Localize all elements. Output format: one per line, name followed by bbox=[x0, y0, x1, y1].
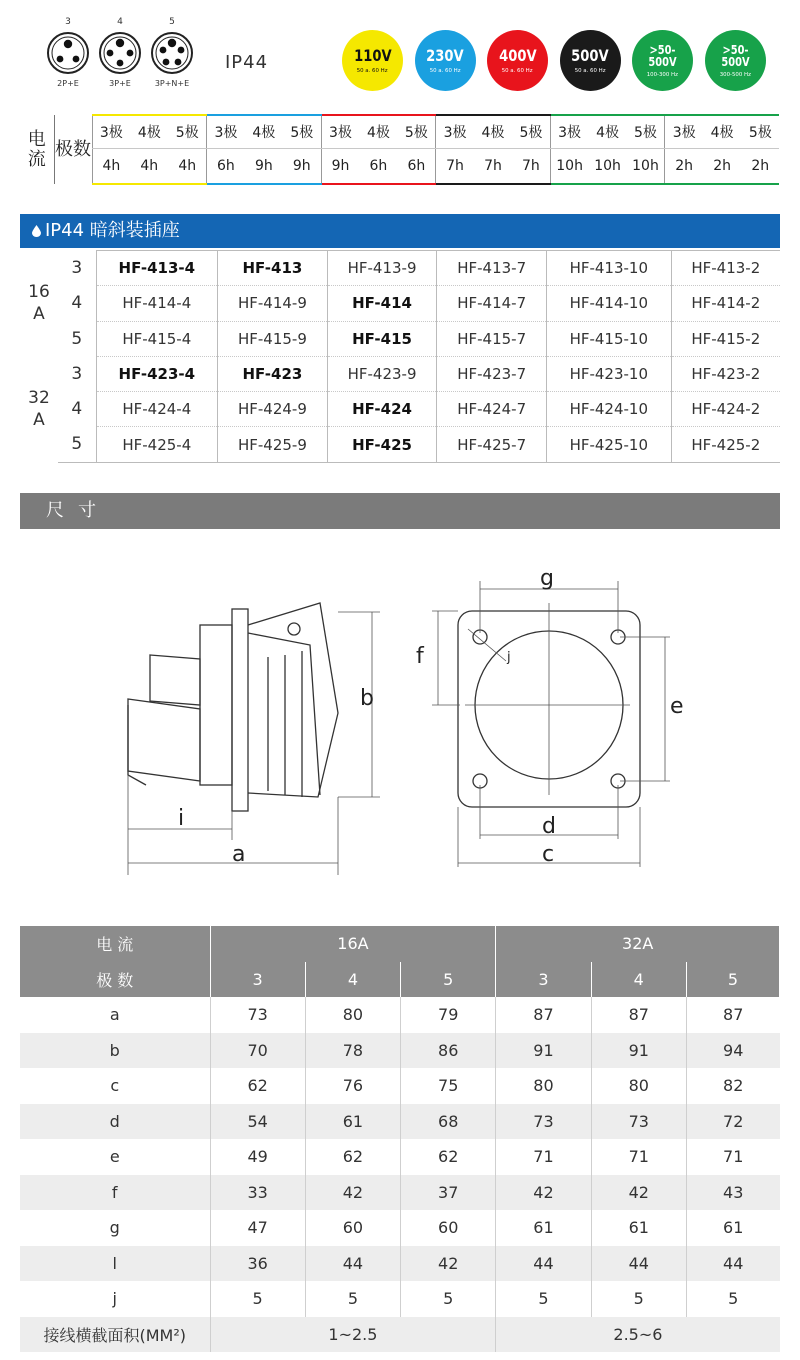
pole-cell: 5极 bbox=[512, 115, 550, 148]
dim-label-d: d bbox=[542, 814, 556, 839]
dim-row bbox=[20, 1033, 780, 1069]
dim-header-pole-value: 5 bbox=[686, 962, 779, 998]
voltage-label: >50-500V bbox=[720, 42, 750, 69]
dim-header-poles bbox=[20, 962, 780, 998]
hour-cell: 10h bbox=[588, 148, 626, 184]
dim-value-cell: 68 bbox=[401, 1104, 496, 1140]
hour-cell: 7h bbox=[474, 148, 512, 184]
frequency-label: 50 a. 60 Hz bbox=[429, 66, 461, 74]
dim-value-cell: 60 bbox=[401, 1210, 496, 1246]
voltage-label: 110V bbox=[353, 45, 392, 65]
dim-row bbox=[20, 1175, 780, 1211]
dim-header-current-value: 32A bbox=[496, 926, 780, 962]
dim-value-cell: 82 bbox=[686, 1068, 779, 1104]
hour-cell: 9h bbox=[245, 148, 283, 184]
dim-value-cell: 87 bbox=[496, 997, 591, 1033]
model-code-cell: HF-413-10 bbox=[546, 251, 671, 286]
dim-row-label: f bbox=[20, 1175, 210, 1211]
model-code-cell: HF-423 bbox=[218, 356, 328, 391]
dim-value-cell: 62 bbox=[210, 1068, 305, 1104]
dim-row-label: a bbox=[109, 1005, 120, 1025]
voltage-label: 230V bbox=[426, 45, 464, 65]
dim-row bbox=[20, 1246, 780, 1282]
model-code-cell: HF-425-10 bbox=[546, 427, 671, 462]
model-row bbox=[20, 356, 780, 391]
model-code-cell: HF-423-10 bbox=[546, 356, 671, 391]
section-title: IP44 暗斜装插座 bbox=[45, 220, 180, 241]
dim-value-cell: 71 bbox=[591, 1139, 686, 1175]
model-code-cell: HF-423-4 bbox=[96, 356, 218, 391]
model-code-cell: HF-425-2 bbox=[671, 427, 780, 462]
pole-cell: 3极 bbox=[92, 115, 130, 148]
hour-cell: 6h bbox=[359, 148, 397, 184]
hour-cell: 10h bbox=[550, 148, 588, 184]
voltage-badge bbox=[342, 30, 403, 91]
dim-row-label: c bbox=[110, 1076, 120, 1096]
model-code-cell: HF-415-10 bbox=[546, 321, 671, 356]
model-table bbox=[20, 250, 780, 463]
poles-label: 极数 bbox=[55, 138, 91, 160]
voltage-badge bbox=[632, 30, 693, 91]
model-row bbox=[20, 427, 780, 462]
model-code-cell: HF-425-4 bbox=[96, 427, 218, 462]
pole-cell: 3极 bbox=[665, 115, 703, 148]
section-header-dimensions: 尺寸 bbox=[20, 493, 780, 529]
model-code-cell: HF-424-10 bbox=[546, 392, 671, 427]
hour-cell: 9h bbox=[321, 148, 359, 184]
model-code-cell: HF-415-4 bbox=[96, 321, 218, 356]
pole-cell: 3极 bbox=[436, 115, 474, 148]
voltage-label: 500V bbox=[571, 45, 609, 65]
dim-label-g: g bbox=[540, 566, 554, 591]
dim-value-cell: 78 bbox=[305, 1033, 400, 1069]
section-header-ip44 bbox=[20, 214, 780, 248]
pin-diagram-5 bbox=[142, 15, 202, 88]
dim-header-pole-value: 3 bbox=[496, 962, 591, 998]
dim-value-cell: 94 bbox=[686, 1033, 779, 1069]
dim-row-label: g bbox=[109, 1218, 120, 1238]
wire-size-label: 接线横截面积(MM²) bbox=[20, 1317, 210, 1353]
hour-cell: 4h bbox=[130, 148, 168, 184]
model-code-cell: HF-414 bbox=[327, 286, 437, 321]
dim-value-cell: 79 bbox=[401, 997, 496, 1033]
water-drop-icon bbox=[32, 225, 41, 237]
dim-label-i: i bbox=[178, 806, 185, 831]
hour-cell: 4h bbox=[92, 148, 130, 184]
model-code-cell: HF-413-2 bbox=[671, 251, 780, 286]
dim-value-cell: 73 bbox=[591, 1104, 686, 1140]
hour-cell: 10h bbox=[627, 148, 665, 184]
dim-value-cell: 87 bbox=[591, 997, 686, 1033]
pole-cell: 5极 bbox=[398, 115, 436, 148]
model-code-cell: HF-425-7 bbox=[437, 427, 547, 462]
frequency-label: 100-300 Hz bbox=[646, 70, 679, 78]
dim-value-cell: 61 bbox=[496, 1210, 591, 1246]
pole-cell: 5极 bbox=[741, 115, 779, 148]
model-row bbox=[20, 251, 780, 286]
wire-size-value: 1~2.5 bbox=[210, 1317, 496, 1353]
model-code-cell: HF-424 bbox=[327, 392, 437, 427]
dim-label-a: a bbox=[232, 842, 246, 867]
dim-value-cell: 71 bbox=[496, 1139, 591, 1175]
dim-value-cell: 80 bbox=[305, 997, 400, 1033]
model-code-cell: HF-414-10 bbox=[546, 286, 671, 321]
model-row bbox=[20, 286, 780, 321]
dim-value-cell: 5 bbox=[496, 1281, 591, 1317]
dim-value-cell: 42 bbox=[401, 1246, 496, 1282]
dim-value-cell: 91 bbox=[496, 1033, 591, 1069]
dim-value-cell: 5 bbox=[401, 1281, 496, 1317]
side-view-drawing bbox=[128, 603, 338, 811]
pole-cell: 3极 bbox=[321, 115, 359, 148]
dim-header-pole-value: 4 bbox=[591, 962, 686, 998]
pole-cell: 4极 bbox=[703, 115, 741, 148]
dim-row-label: b bbox=[20, 1033, 210, 1069]
voltage-label: 400V bbox=[498, 45, 537, 65]
dim-value-cell: 47 bbox=[210, 1210, 305, 1246]
dim-row-label: e bbox=[109, 1147, 120, 1167]
pin-caption: 3P+N+E bbox=[154, 79, 190, 88]
model-code-cell: HF-414-4 bbox=[96, 286, 218, 321]
model-code-cell: HF-424-2 bbox=[671, 392, 780, 427]
dim-label-b: b bbox=[360, 686, 374, 711]
voltage-badge bbox=[487, 30, 548, 91]
dim-value-cell: 5 bbox=[686, 1281, 779, 1317]
model-code-cell: HF-424-9 bbox=[218, 392, 328, 427]
dim-row bbox=[20, 1104, 780, 1140]
pole-cell: 4极 bbox=[245, 115, 283, 148]
voltage-badge bbox=[560, 30, 621, 91]
frequency-label: 50 a. 60 Hz bbox=[502, 66, 533, 74]
current-cell: 16 A bbox=[28, 282, 50, 325]
current-label: 电流 bbox=[20, 115, 54, 184]
model-code-cell: HF-413 bbox=[218, 251, 328, 286]
pin-diagram-3 bbox=[38, 15, 98, 88]
model-code-cell: HF-423-9 bbox=[327, 356, 437, 391]
model-code-cell: HF-414-7 bbox=[437, 286, 547, 321]
dim-value-cell: 62 bbox=[305, 1139, 400, 1175]
dim-value-cell: 37 bbox=[401, 1175, 496, 1211]
dim-label-j: j bbox=[507, 650, 511, 665]
socket-face-icon bbox=[150, 31, 194, 75]
ip-rating: IP44 bbox=[225, 52, 269, 73]
model-code-cell: HF-414-9 bbox=[218, 286, 328, 321]
model-code-cell: HF-423-2 bbox=[671, 356, 780, 391]
model-code-cell: HF-425-9 bbox=[218, 427, 328, 462]
dim-header-pole-value: 5 bbox=[401, 962, 496, 998]
model-code-cell: HF-415-2 bbox=[671, 321, 780, 356]
pole-count-cell: 3 bbox=[58, 251, 96, 286]
model-code-cell: HF-413-7 bbox=[437, 251, 547, 286]
dim-row bbox=[20, 1281, 780, 1317]
wire-size-value: 2.5~6 bbox=[496, 1317, 780, 1353]
pole-cell: 3极 bbox=[550, 115, 588, 148]
socket-face-icon bbox=[98, 31, 142, 75]
dim-value-cell: 5 bbox=[210, 1281, 305, 1317]
hour-cell: 7h bbox=[512, 148, 550, 184]
dim-value-cell: 86 bbox=[401, 1033, 496, 1069]
pin-number: 4 bbox=[117, 17, 123, 27]
dim-row bbox=[20, 997, 780, 1033]
dim-value-cell: 5 bbox=[591, 1281, 686, 1317]
model-row bbox=[20, 392, 780, 427]
model-code-cell: HF-413-9 bbox=[327, 251, 437, 286]
dim-value-cell: 42 bbox=[496, 1175, 591, 1211]
dimension-drawings bbox=[20, 545, 780, 885]
dim-row-label: j bbox=[112, 1289, 117, 1309]
dim-label-f: f bbox=[416, 644, 424, 669]
hour-cell: 7h bbox=[436, 148, 474, 184]
dim-row-label: d bbox=[20, 1104, 210, 1140]
hour-cell: 2h bbox=[665, 148, 703, 184]
dim-value-cell: 54 bbox=[210, 1104, 305, 1140]
dim-header-current-value: 16A bbox=[210, 926, 496, 962]
dim-value-cell: 87 bbox=[686, 997, 779, 1033]
socket-face-icon bbox=[46, 31, 90, 75]
pole-cell: 4极 bbox=[130, 115, 168, 148]
voltage-badge bbox=[415, 30, 476, 91]
dim-value-cell: 61 bbox=[686, 1210, 779, 1246]
dim-value-cell: 5 bbox=[305, 1281, 400, 1317]
dim-value-cell: 43 bbox=[686, 1175, 779, 1211]
pole-cell: 5极 bbox=[283, 115, 321, 148]
dim-value-cell: 91 bbox=[591, 1033, 686, 1069]
voltage-badge bbox=[705, 30, 766, 91]
hour-cell: 2h bbox=[703, 148, 741, 184]
dim-value-cell: 73 bbox=[496, 1104, 591, 1140]
dimension-table bbox=[20, 926, 780, 1352]
dim-value-cell: 44 bbox=[591, 1246, 686, 1282]
dim-value-cell: 44 bbox=[686, 1246, 779, 1282]
pole-cell: 5极 bbox=[627, 115, 665, 148]
voltage-badges bbox=[342, 30, 782, 98]
dim-value-cell: 44 bbox=[496, 1246, 591, 1282]
pole-count-cell: 3 bbox=[58, 356, 96, 391]
dim-value-cell: 49 bbox=[210, 1139, 305, 1175]
pole-count-cell: 4 bbox=[58, 286, 96, 321]
dim-value-cell: 71 bbox=[686, 1139, 779, 1175]
pole-count-cell: 5 bbox=[58, 427, 96, 462]
pin-number: 5 bbox=[169, 17, 175, 27]
model-code-cell: HF-423-7 bbox=[437, 356, 547, 391]
frequency-label: 50 a. 60 Hz bbox=[574, 66, 606, 74]
hour-cell: 9h bbox=[283, 148, 321, 184]
dim-value-cell: 42 bbox=[591, 1175, 686, 1211]
current-cell: 32 A bbox=[28, 388, 50, 431]
dim-label-e: e bbox=[670, 694, 684, 719]
model-code-cell: HF-415-9 bbox=[218, 321, 328, 356]
dim-value-cell: 33 bbox=[210, 1175, 305, 1211]
model-code-cell: HF-424-4 bbox=[96, 392, 218, 427]
dim-value-cell: 61 bbox=[591, 1210, 686, 1246]
frequency-label: 300-500 Hz bbox=[719, 70, 751, 78]
dim-header-label: 电 流 bbox=[20, 926, 210, 962]
dim-value-cell: 70 bbox=[210, 1033, 305, 1069]
voltage-label: >50-500V bbox=[648, 42, 677, 69]
model-code-cell: HF-424-7 bbox=[437, 392, 547, 427]
pole-cell: 3极 bbox=[207, 115, 245, 148]
pole-count-cell: 5 bbox=[58, 321, 96, 356]
dim-header-pole-value: 3 bbox=[210, 962, 305, 998]
pin-caption: 3P+E bbox=[109, 79, 131, 88]
dim-value-cell: 42 bbox=[305, 1175, 400, 1211]
dim-value-cell: 73 bbox=[210, 997, 305, 1033]
model-code-cell: HF-415-7 bbox=[437, 321, 547, 356]
side-view-dimensions bbox=[128, 612, 380, 875]
dim-value-cell: 36 bbox=[210, 1246, 305, 1282]
pole-cell: 5极 bbox=[168, 115, 206, 148]
dim-value-cell: 76 bbox=[305, 1068, 400, 1104]
dim-header-label: 极 数 bbox=[20, 962, 210, 998]
pole-cell: 4极 bbox=[588, 115, 626, 148]
pole-hour-table bbox=[20, 114, 779, 185]
pin-diagram-4 bbox=[90, 15, 150, 88]
model-code-cell: HF-415 bbox=[327, 321, 437, 356]
dim-value-cell: 80 bbox=[496, 1068, 591, 1104]
dim-header-current bbox=[20, 926, 780, 962]
dim-header-pole-value: 4 bbox=[305, 962, 400, 998]
hour-cell: 4h bbox=[168, 148, 206, 184]
hour-cell: 6h bbox=[207, 148, 245, 184]
pin-number: 3 bbox=[65, 17, 71, 27]
dim-value-cell: 61 bbox=[305, 1104, 400, 1140]
dim-row bbox=[20, 1139, 780, 1175]
model-row bbox=[20, 321, 780, 356]
dim-row-label: l bbox=[20, 1246, 210, 1282]
dim-row bbox=[20, 1210, 780, 1246]
wire-size-row bbox=[20, 1317, 780, 1353]
dim-value-cell: 60 bbox=[305, 1210, 400, 1246]
pole-cell: 4极 bbox=[474, 115, 512, 148]
dim-value-cell: 62 bbox=[401, 1139, 496, 1175]
model-code-cell: HF-413-4 bbox=[96, 251, 218, 286]
dim-value-cell: 75 bbox=[401, 1068, 496, 1104]
hour-cell: 6h bbox=[398, 148, 436, 184]
pin-diagrams bbox=[38, 15, 228, 110]
frequency-label: 50 a. 60 Hz bbox=[357, 66, 388, 74]
pin-caption: 2P+E bbox=[57, 79, 79, 88]
pole-count-cell: 4 bbox=[58, 392, 96, 427]
dim-row bbox=[20, 1068, 780, 1104]
dim-value-cell: 44 bbox=[305, 1246, 400, 1282]
pole-cell: 4极 bbox=[359, 115, 397, 148]
model-code-cell: HF-414-2 bbox=[671, 286, 780, 321]
hour-cell: 2h bbox=[741, 148, 779, 184]
dim-label-c: c bbox=[542, 842, 555, 867]
dim-value-cell: 80 bbox=[591, 1068, 686, 1104]
dim-value-cell: 72 bbox=[686, 1104, 779, 1140]
model-code-cell: HF-425 bbox=[327, 427, 437, 462]
